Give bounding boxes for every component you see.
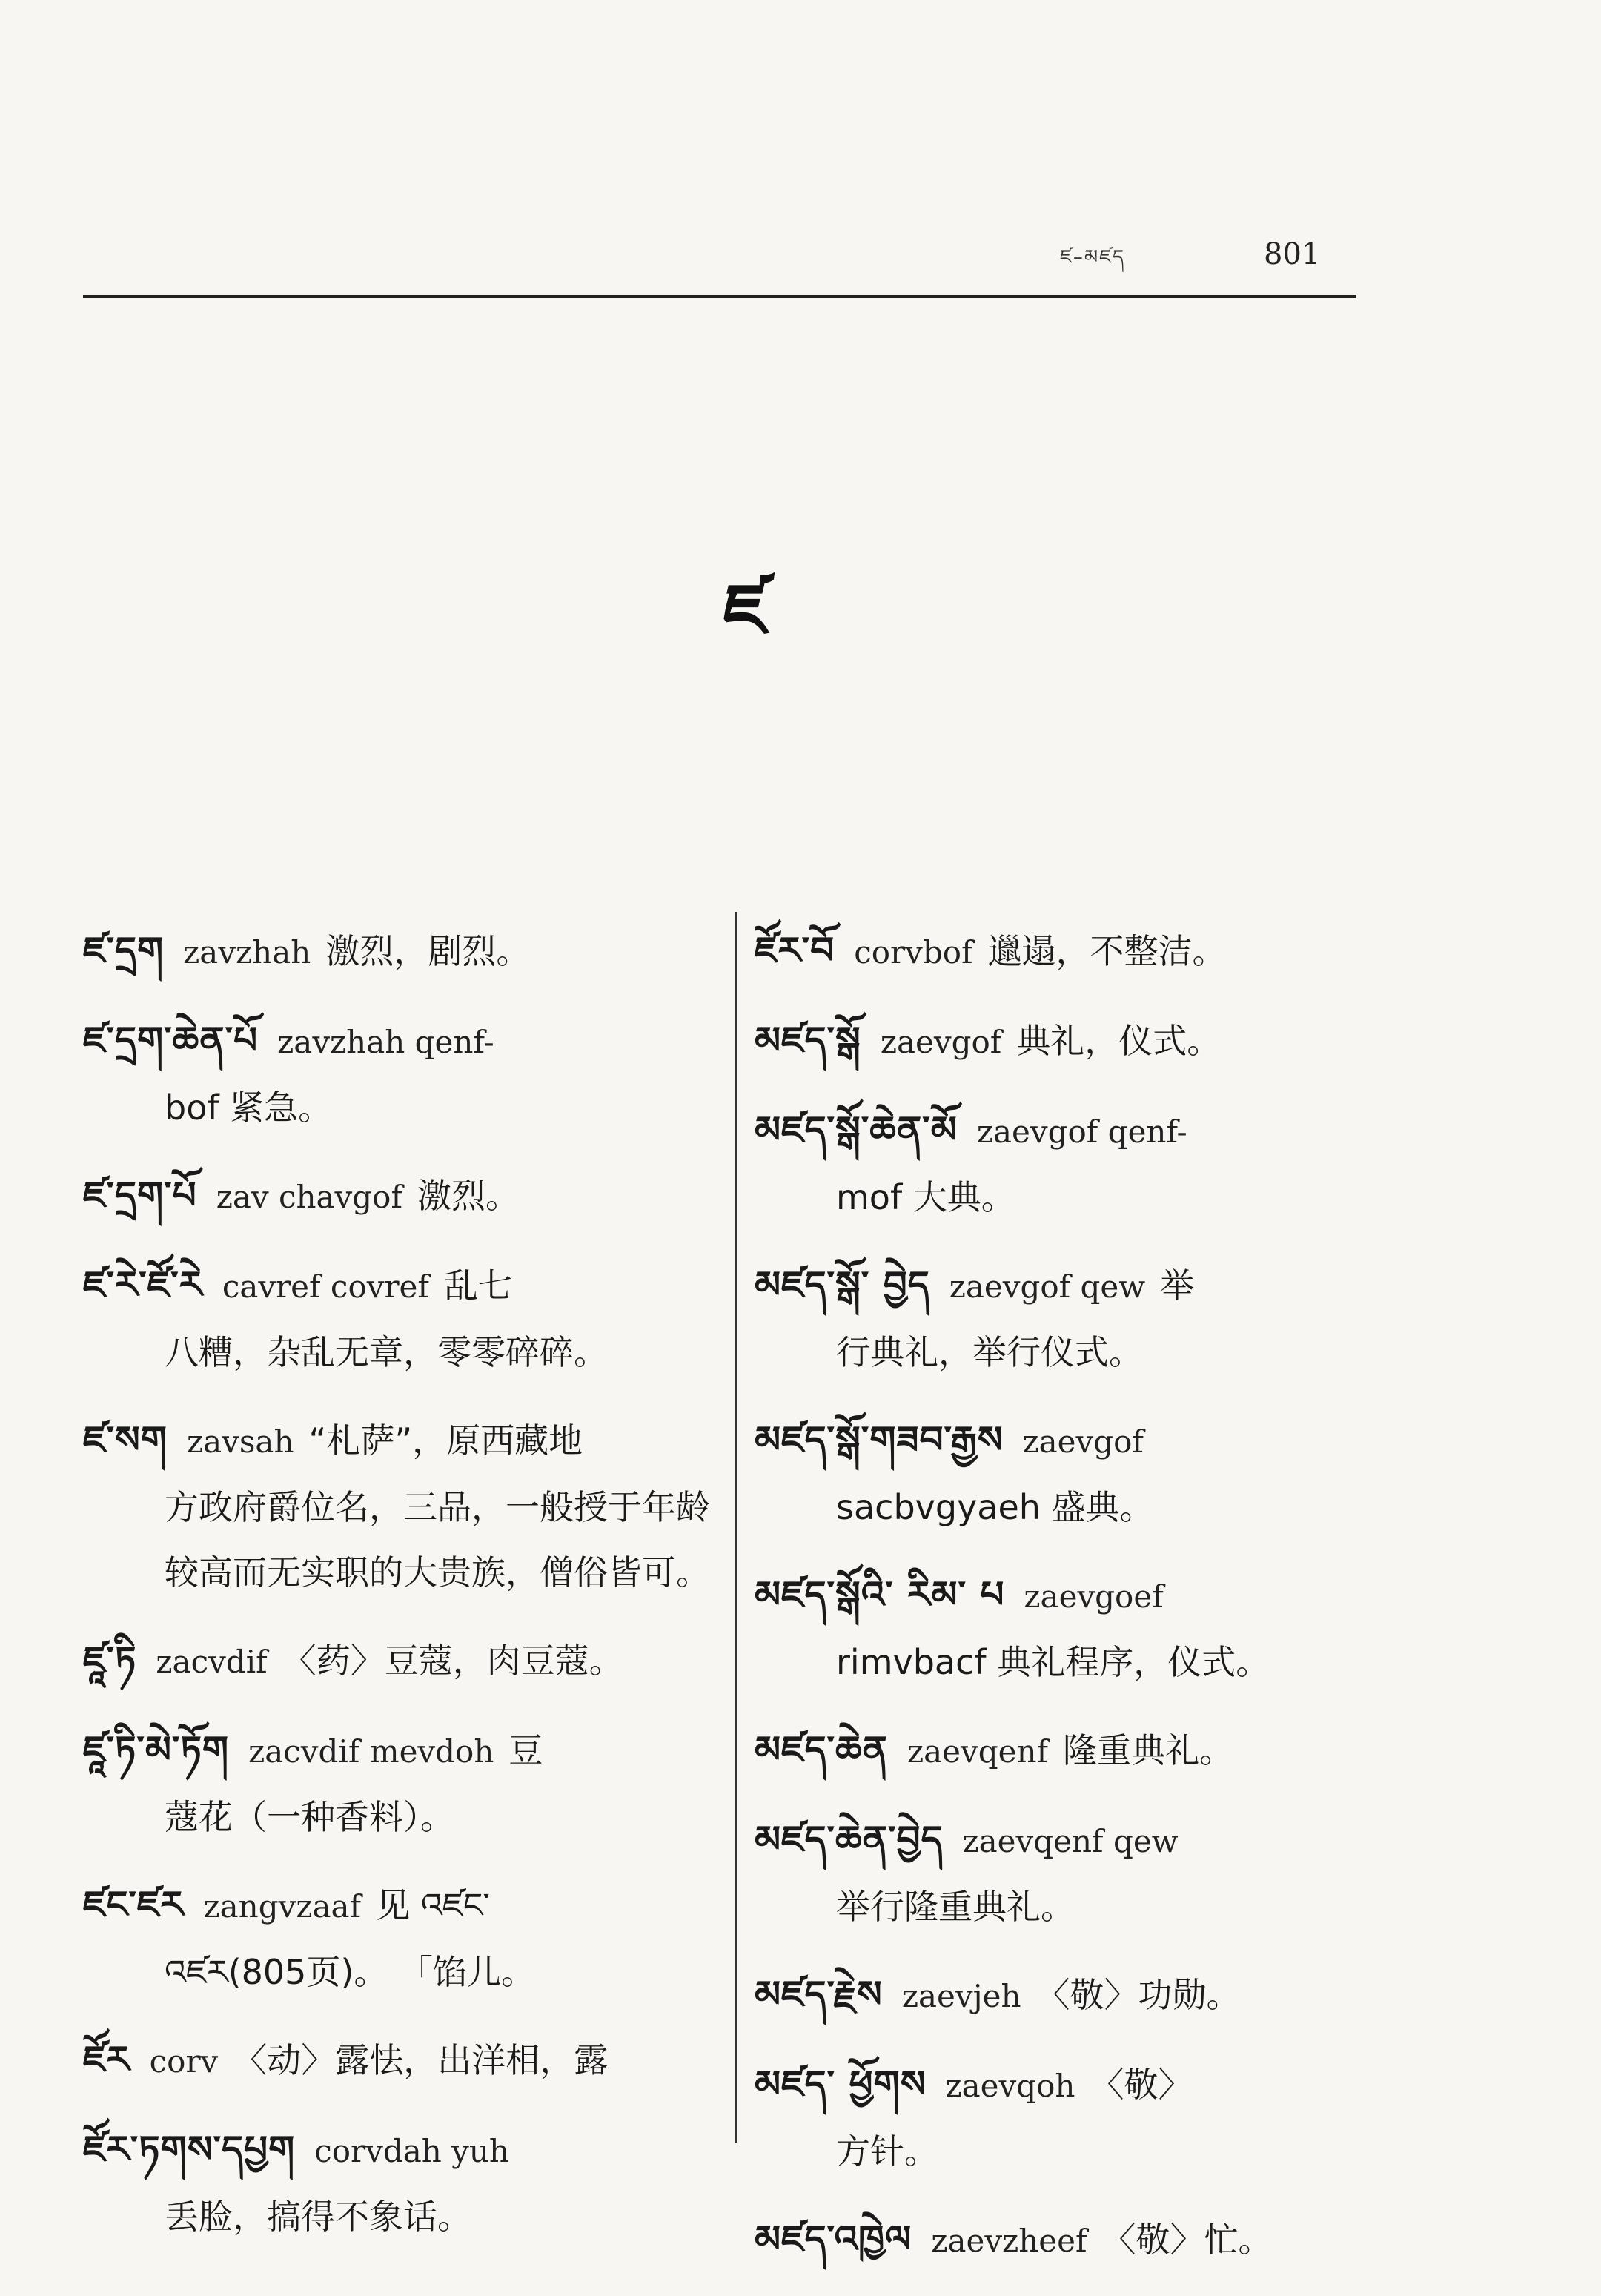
column-rule	[735, 912, 737, 2143]
entry-gloss: 隆重典礼。	[1063, 1730, 1234, 1770]
dictionary-entry	[755, 2206, 1392, 2274]
header-guide: ཛ–མཛད	[1060, 246, 1126, 268]
dictionary-entry	[755, 1962, 1392, 2029]
entry-continuation: འཛར(805页)。 「馅儿。	[165, 1952, 536, 1992]
dictionary-entry	[83, 1872, 720, 2005]
dictionary-entry	[83, 1162, 720, 1230]
entry-transliteration: zangvzaaf	[203, 1888, 362, 1925]
entry-headword: མཛད་སྒོ་གཟབ་རྒྱས	[755, 1418, 1004, 1461]
entry-continuation: sacbvgyaeh 盛典。	[836, 1487, 1154, 1527]
entry-transliteration: zaevjeh	[901, 1978, 1021, 2014]
entry-transliteration: zavzhah qenf-	[277, 1024, 494, 1060]
entry-continuation: 蔻花（一种香料）。	[165, 1797, 454, 1837]
entry-transliteration: zaevgof qew	[949, 1268, 1146, 1305]
entry-headword: ཛོར	[83, 2038, 130, 2081]
entry-transliteration: zavsah	[186, 1423, 294, 1460]
entry-headword: མཛད་ཆེན	[755, 1728, 888, 1771]
entry-gloss: 激烈，剧烈。	[325, 931, 531, 971]
entry-headword: ཛཱ་ཏི	[83, 1638, 137, 1681]
dictionary-entry	[83, 1627, 720, 1695]
entry-headword: ཛ་དྲག	[83, 929, 165, 972]
entry-continuation: 行典礼，举行仪式。	[836, 1332, 1143, 1372]
entry-gloss: 〈敬〉	[1090, 2065, 1193, 2105]
entry-headword: མཛད་ ཕྱོགས	[755, 2062, 927, 2105]
dictionary-entry	[83, 918, 720, 985]
entry-transliteration: zaevgof	[1022, 1423, 1144, 1460]
entry-headword: མཛད་སྒོའི་ རིམ་ པ	[755, 1573, 1005, 1616]
entry-transliteration: zacvdif mevdoh	[248, 1733, 494, 1770]
entry-transliteration: zaevgof qenf-	[976, 1114, 1187, 1150]
dictionary-entry	[755, 1717, 1392, 1784]
entry-gloss: 〈药〉豆蔻，肉豆蔻。	[282, 1641, 623, 1681]
page-number: 801	[1264, 237, 1321, 271]
entry-transliteration: corvbof	[854, 934, 973, 970]
entry-continuation: 举行隆重典礼。	[836, 1887, 1075, 1927]
entry-transliteration: zav chavgof	[216, 1179, 403, 1215]
entry-gloss: 邋遢，不整洁。	[987, 931, 1227, 971]
entry-headword: མཛད་སྒོ	[755, 1019, 861, 1062]
entry-headword: ཛཱ་ཏི་མེ་ཏོག	[83, 1728, 230, 1771]
dictionary-entry	[83, 2117, 720, 2249]
entry-headword: ཛ་སག	[83, 1418, 168, 1461]
dictionary-entry	[755, 1562, 1392, 1695]
entry-headword: མཛད་འཁྱེལ	[755, 2217, 912, 2260]
entry-continuation: 方政府爵位名，三品，一般授于年龄较高而无实职的大贵族，僧俗皆可。	[165, 1487, 710, 1592]
entry-transliteration: zaevgoef	[1024, 1578, 1164, 1615]
entry-headword: ཛ་རེ་ཛོ་རེ	[83, 1263, 203, 1306]
entry-headword: ཛང་ཛར	[83, 1883, 185, 1926]
entry-transliteration: zaevqenf qew	[962, 1823, 1179, 1859]
entry-headword: མཛད་ཆེན་བྱེད	[755, 1818, 944, 1861]
entry-gloss: 〈敬〉功勋。	[1035, 1975, 1241, 2015]
entry-headword: མཛད་རྗེས	[755, 1973, 883, 2016]
entry-headword: ཛོར་བོ	[755, 929, 835, 972]
left-column	[83, 918, 720, 2272]
entry-transliteration: cavref covref	[222, 1268, 429, 1305]
entry-headword: ཛ་དྲག་ཆེན་པོ	[83, 1019, 259, 1062]
entry-gloss: 激烈。	[417, 1176, 520, 1216]
entry-headword: མཛད་སྒོ་ཆེན་མོ	[755, 1108, 958, 1151]
entry-transliteration: corv	[149, 2043, 219, 2080]
dictionary-entry	[755, 918, 1392, 985]
entry-headword: ཛ་དྲག་པོ	[83, 1174, 197, 1217]
right-column	[755, 918, 1392, 2296]
entry-gloss: 举	[1160, 1266, 1195, 1306]
dictionary-entry	[755, 1252, 1392, 1385]
entry-transliteration: zavzhah	[183, 934, 311, 970]
entry-transliteration: zacvdif	[156, 1644, 268, 1680]
dictionary-entry	[83, 1008, 720, 1140]
dictionary-entry	[755, 1807, 1392, 1939]
dictionary-entry	[755, 1407, 1392, 1540]
entry-gloss: “札萨”，原西藏地	[308, 1420, 583, 1460]
dictionary-entry	[755, 1097, 1392, 1230]
dictionary-entry	[755, 2051, 1392, 2184]
dictionary-entry	[83, 1407, 720, 1605]
entry-continuation: bof 紧急。	[165, 1088, 333, 1128]
entry-gloss: 〈动〉露怯，出洋相，露	[233, 2040, 609, 2080]
entry-transliteration: zaevqenf	[907, 1733, 1049, 1770]
entry-gloss: 〈敬〉忙。	[1101, 2220, 1273, 2260]
entry-transliteration: zaevqoh	[945, 2068, 1075, 2104]
entry-continuation: mof 大典。	[836, 1177, 1015, 1217]
entry-gloss: 典礼，仪式。	[1016, 1021, 1222, 1061]
entry-transliteration: corvdah yuh	[314, 2133, 509, 2169]
entry-transliteration: zaevzheef	[931, 2223, 1087, 2259]
entry-continuation: 方针。	[836, 2131, 938, 2171]
entry-gloss: 豆	[508, 1730, 543, 1770]
entry-gloss: 见 འཛང་	[376, 1885, 490, 1925]
entry-headword: ཛོར་ཏགས་དཔྱག	[83, 2128, 296, 2171]
dictionary-entry	[83, 2027, 720, 2094]
dictionary-entry	[83, 1252, 720, 1385]
dictionary-entry	[83, 1717, 720, 1850]
section-letter: ཛ	[723, 569, 767, 652]
entry-transliteration: zaevgof	[880, 1024, 1002, 1060]
entry-headword: མཛད་སྒོ་ བྱེད	[755, 1263, 930, 1306]
entry-gloss: 乱七	[443, 1266, 512, 1306]
dictionary-entry	[755, 1008, 1392, 1075]
entry-continuation: 八糟，杂乱无章，零零碎碎。	[165, 1332, 608, 1372]
entry-continuation: 丢脸，搞得不象话。	[165, 2197, 471, 2237]
entry-continuation: rimvbacf 典礼程序，仪式。	[836, 1642, 1270, 1682]
header-rule	[83, 295, 1356, 298]
